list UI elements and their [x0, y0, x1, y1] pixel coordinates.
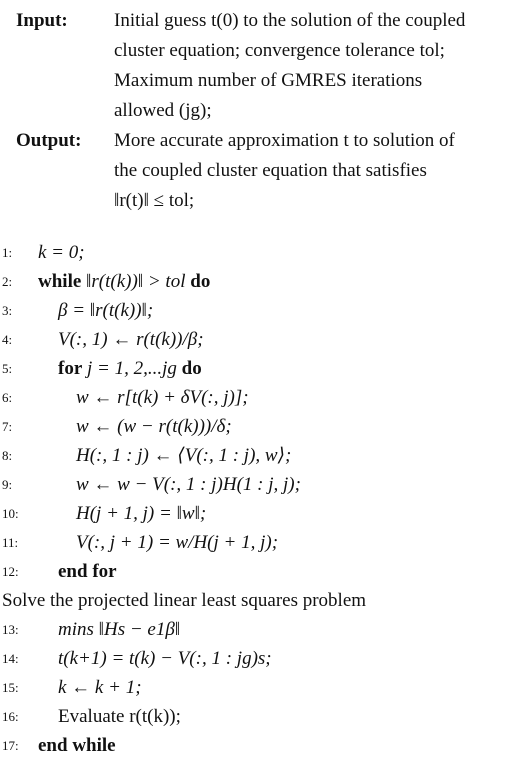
statement: β = ‖r(t(k))‖;: [58, 300, 154, 321]
line-number: 3:: [2, 303, 13, 318]
algo-line-12: [0, 557, 515, 586]
input-line: Maximum number of GMRES iterations: [114, 70, 423, 91]
keyword-end: do: [181, 358, 202, 379]
algorithm-body: [0, 238, 515, 760]
output-line: the coupled cluster equation that satisfies: [114, 160, 427, 181]
statement: mins ‖Hs − e1β‖: [58, 619, 181, 640]
line-number: 12:: [2, 564, 19, 579]
algo-line-15: [0, 673, 515, 702]
input-label: Input:: [16, 10, 68, 31]
statement: t(k+1) = t(k) − V(:, 1 : jg)s;: [58, 648, 272, 669]
statement: w ← w − V(:, 1 : j)H(1 : j, j);: [76, 474, 301, 495]
statement: k = 0;: [38, 242, 85, 263]
algo-line-10: [0, 499, 515, 528]
statement: Evaluate r(t(k));: [58, 706, 181, 727]
input-row: [16, 6, 511, 126]
line-number: 8:: [2, 448, 13, 463]
keyword: for: [58, 358, 83, 379]
algo-line-14: [0, 644, 515, 673]
line-number: 2:: [2, 274, 13, 289]
line-code: [38, 238, 85, 267]
line-code: [76, 412, 232, 441]
line-code: [76, 470, 301, 499]
algo-line-9: [0, 470, 515, 499]
algo-line-7: [0, 412, 515, 441]
algo-line-6: [0, 383, 515, 412]
statement: w ← (w − r(t(k)))/δ;: [76, 416, 232, 437]
statement: j = 1, 2,...jg: [87, 358, 177, 379]
line-number: 9:: [2, 477, 13, 492]
line-code: [58, 325, 204, 354]
line-code: [58, 644, 272, 673]
line-code: [58, 702, 181, 731]
line-code: [2, 586, 366, 615]
statement: w ← r[t(k) + δV(:, j)];: [76, 387, 249, 408]
line-code: [38, 267, 210, 296]
output-line: ‖r(t)‖ ≤ tol;: [114, 190, 195, 211]
line-code: [76, 441, 291, 470]
line-code: [58, 673, 142, 702]
line-number: 7:: [2, 419, 13, 434]
algo-line-11: [0, 528, 515, 557]
algo-line-5: [0, 354, 515, 383]
line-number: 14:: [2, 651, 19, 666]
statement: H(:, 1 : j) ← ⟨V(:, 1 : j), w⟩;: [76, 445, 292, 466]
output-label: Output:: [16, 130, 82, 151]
input-line: cluster equation; convergence tolerance tol;: [114, 40, 445, 61]
keyword: end for: [58, 561, 117, 582]
output-description: [114, 126, 511, 216]
line-number: 15:: [2, 680, 19, 695]
algo-line-comment: [0, 586, 515, 615]
algo-line-4: [0, 325, 515, 354]
algo-line-17: [0, 731, 515, 760]
statement: H(j + 1, j) = ‖w‖;: [76, 503, 207, 524]
line-code: [58, 557, 117, 586]
input-description: [114, 6, 511, 126]
keyword: while: [38, 271, 82, 292]
line-code: [58, 354, 202, 383]
algo-line-16: [0, 702, 515, 731]
algo-line-8: [0, 441, 515, 470]
line-number: 17:: [2, 738, 19, 753]
keyword-end: do: [190, 271, 211, 292]
input-line: Initial guess t(0) to the solution of the coupled: [114, 10, 466, 31]
output-line: More accurate approximation t to solution of: [114, 130, 455, 151]
algo-line-13: [0, 615, 515, 644]
statement: V(:, 1) ← r(t(k))/β;: [58, 329, 204, 350]
line-number: 10:: [2, 506, 19, 521]
line-number: 5:: [2, 361, 13, 376]
statement: k ← k + 1;: [58, 677, 142, 698]
line-number: 1:: [2, 245, 13, 260]
statement: ‖r(t(k))‖ > tol: [86, 271, 186, 292]
line-code: [76, 383, 249, 412]
keyword: end while: [38, 735, 116, 756]
line-code: [58, 615, 180, 644]
algo-line-1: [0, 238, 515, 267]
line-number: 13:: [2, 622, 19, 637]
line-number: 6:: [2, 390, 13, 405]
algo-line-2: [0, 267, 515, 296]
line-number: 11:: [2, 535, 19, 550]
line-number: 16:: [2, 709, 19, 724]
line-code: [58, 296, 153, 325]
line-code: [38, 731, 116, 760]
algorithm-header: [16, 6, 511, 216]
algo-line-3: [0, 296, 515, 325]
input-line: allowed (jg);: [114, 100, 212, 121]
statement: V(:, j + 1) = w/H(j + 1, j);: [76, 532, 279, 553]
line-number: 4:: [2, 332, 13, 347]
line-code: [76, 528, 278, 557]
statement: Solve the projected linear least squares problem: [2, 590, 367, 611]
output-row: [16, 126, 511, 216]
line-code: [76, 499, 206, 528]
